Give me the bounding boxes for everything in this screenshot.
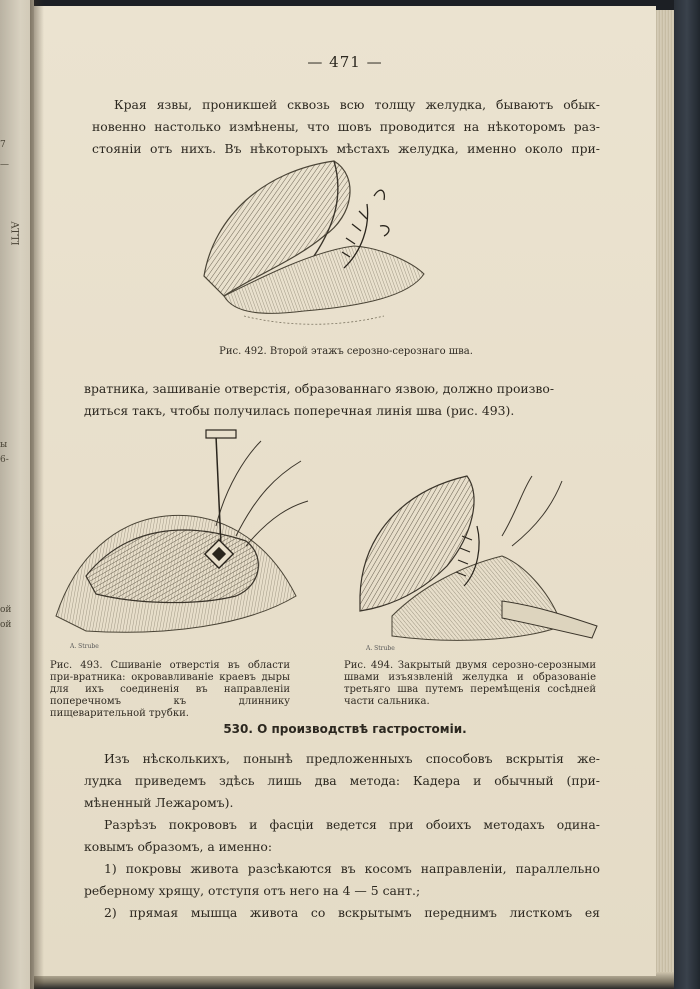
left-page-fragment: ы xyxy=(0,440,8,450)
text-line: 2) прямая мышца живота со вскрытымъ переднимъ листкомъ ея xyxy=(104,905,600,920)
left-page-fragment: — xyxy=(0,160,9,170)
left-page-fragment: 6- xyxy=(0,455,9,465)
figure-493-illustration xyxy=(46,426,316,656)
spine-shadow xyxy=(30,0,44,989)
text-line: новенно настолько измѣнены, что шовъ проводится на нѣкоторомъ раз- xyxy=(92,119,600,134)
middle-paragraph xyxy=(84,378,600,422)
section-heading: 530. О производствѣ гастростомiи. xyxy=(223,722,467,736)
text-line: вратника, зашиванiе отверстiя, образованнаго язвою, должно произво- xyxy=(84,381,555,396)
figure-494-signature: A. Strube xyxy=(366,645,395,652)
figure-493-signature: A. Strube xyxy=(70,643,99,650)
book-cover xyxy=(674,0,700,989)
figure-494-illustration xyxy=(352,466,602,656)
text-line: Разрѣзъ покрововъ и фасцiи ведется при обоихъ методахъ одина- xyxy=(104,817,600,832)
text-line: лудка приведемъ здѣсь лишь два метода: Кадера и обычный (при- xyxy=(84,773,600,788)
body-paragraph xyxy=(84,748,600,924)
figure-492-caption: Рис. 492. Второй этажъ серозно-серознаго шва. xyxy=(219,346,473,357)
figure-494-caption: Рис. 494. Закрытый двумя серозно-серозными швами изъязвленiй желудка и образованiе третьяго шва путемъ перемѣщенiя сосѣдней части сальника. xyxy=(344,660,596,707)
page-edges xyxy=(654,10,674,976)
figure-493-caption: Рис. 493. Сшиванiе отверстiя въ области при-вратника: окровавливанiе краевъ дыры для ихъ соединенiя въ направленiи поперечномъ къ длиннику пищеварительной трубки. xyxy=(50,660,290,719)
left-page-fragment: 7 xyxy=(0,140,6,150)
left-page-edge xyxy=(0,0,34,989)
text-line: стоянiи отъ нихъ. Въ нѣкоторыхъ мѣстахъ желудка, именно около при- xyxy=(92,141,600,156)
book-page xyxy=(34,6,656,976)
text-line: Изъ нѣсколькихъ, понынѣ предложенныхъ способовъ вскрытiя же- xyxy=(104,751,600,766)
text-line: реберному хрящу, отступя отъ него на 4 — 5 сант.; xyxy=(84,883,421,898)
intro-paragraph xyxy=(92,94,600,160)
text-line: 1) покровы живота разсѣкаются въ косомъ направленiи, параллельно xyxy=(104,861,600,876)
page-number: — 471 — xyxy=(307,53,383,71)
left-page-fragment: ой xyxy=(0,605,12,615)
left-page-fragment: ой xyxy=(0,620,12,630)
figure-492-illustration xyxy=(184,156,434,341)
text-line: диться такъ, чтобы получилась поперечная линiя шва (рис. 493). xyxy=(84,403,515,418)
text-line: Края язвы, проникшей сквозь всю толщу желудка, бываютъ обык- xyxy=(114,97,600,112)
text-line: ковымъ образомъ, а именно: xyxy=(84,839,273,854)
left-page-fragment: ATTI xyxy=(8,221,20,246)
text-line: мѣненный Лежаромъ). xyxy=(84,795,234,810)
